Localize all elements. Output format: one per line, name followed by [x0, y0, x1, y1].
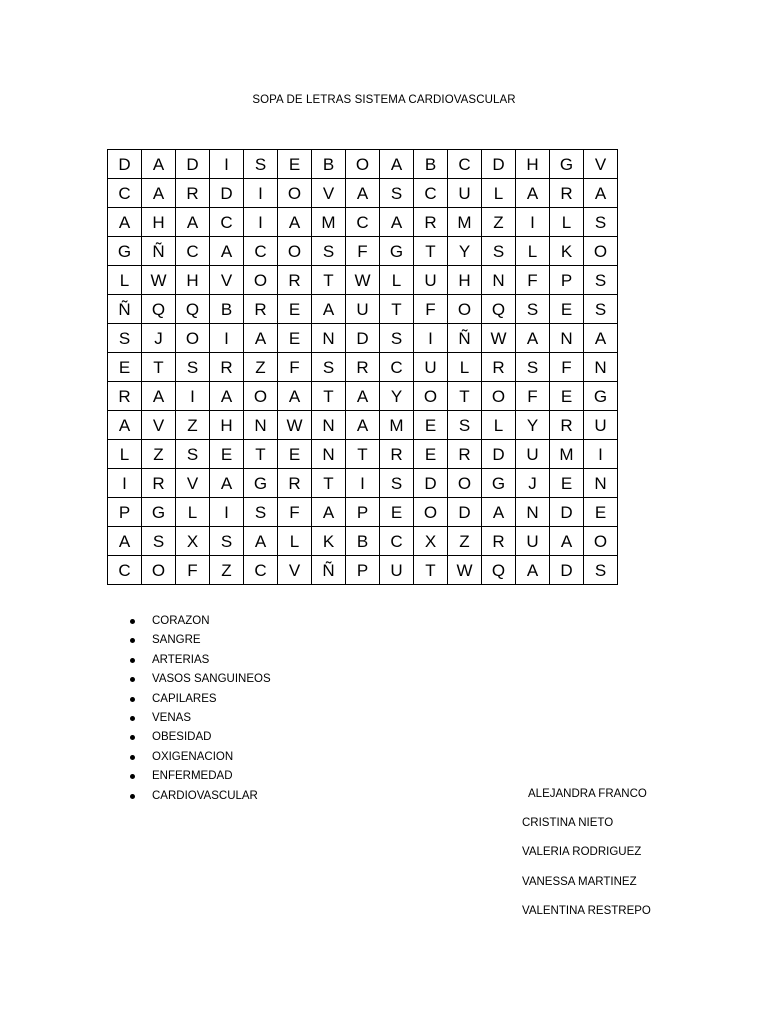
grid-cell: A	[108, 411, 142, 440]
word-label: CORAZON	[152, 615, 210, 627]
grid-cell: D	[346, 324, 380, 353]
grid-cell: R	[414, 208, 448, 237]
grid-row	[108, 353, 618, 382]
grid-row	[108, 295, 618, 324]
word-label: VASOS SANGUINEOS	[152, 673, 271, 686]
grid-cell: Ñ	[142, 237, 176, 266]
grid-cell: R	[210, 353, 244, 382]
grid-cell: M	[550, 440, 584, 469]
grid-row	[108, 324, 618, 353]
grid-cell: O	[414, 498, 448, 527]
grid-cell: O	[414, 382, 448, 411]
grid-cell: S	[448, 411, 482, 440]
word-label: SANGRE	[152, 634, 201, 647]
grid-cell: L	[516, 237, 550, 266]
grid-cell: I	[244, 208, 278, 237]
grid-cell: U	[380, 556, 414, 585]
grid-cell: C	[176, 237, 210, 266]
grid-cell: G	[380, 237, 414, 266]
grid-cell: C	[346, 208, 380, 237]
grid-cell: S	[244, 498, 278, 527]
grid-cell: R	[448, 440, 482, 469]
grid-cell: Z	[448, 527, 482, 556]
grid-cell: N	[244, 411, 278, 440]
grid-cell: C	[414, 179, 448, 208]
grid-cell: S	[210, 527, 244, 556]
grid-cell: S	[584, 556, 618, 585]
grid-cell: N	[516, 498, 550, 527]
bullet-icon	[130, 794, 135, 799]
grid-cell: S	[584, 295, 618, 324]
grid-cell: Z	[210, 556, 244, 585]
grid-cell: M	[312, 208, 346, 237]
grid-row	[108, 440, 618, 469]
list-item	[130, 690, 271, 709]
grid-cell: E	[278, 324, 312, 353]
grid-cell: L	[448, 353, 482, 382]
bullet-icon	[130, 755, 135, 760]
grid-cell: Z	[244, 353, 278, 382]
grid-cell: S	[176, 353, 210, 382]
grid-cell: F	[346, 237, 380, 266]
grid-cell: A	[142, 150, 176, 179]
grid-cell: M	[380, 411, 414, 440]
grid-cell: O	[244, 382, 278, 411]
grid-cell: L	[380, 266, 414, 295]
grid-cell: Z	[482, 208, 516, 237]
grid-cell: F	[516, 266, 550, 295]
grid-cell: L	[108, 266, 142, 295]
grid-cell: E	[414, 440, 448, 469]
grid-cell: Z	[142, 440, 176, 469]
grid-cell: D	[482, 440, 516, 469]
grid-cell: I	[244, 179, 278, 208]
grid-cell: O	[482, 382, 516, 411]
author-name: VALENTINA RESTREPO	[522, 904, 651, 917]
grid-cell: T	[244, 440, 278, 469]
page-title: SOPA DE LETRAS SISTEMA CARDIOVASCULAR	[252, 94, 516, 106]
grid-cell: E	[278, 295, 312, 324]
grid-cell: V	[210, 266, 244, 295]
grid-row	[108, 382, 618, 411]
grid-cell: A	[108, 527, 142, 556]
grid-cell: S	[380, 324, 414, 353]
grid-cell: G	[482, 469, 516, 498]
grid-cell: M	[448, 208, 482, 237]
grid-cell: A	[312, 498, 346, 527]
grid-cell: I	[176, 382, 210, 411]
grid-cell: A	[244, 527, 278, 556]
grid-cell: A	[584, 179, 618, 208]
grid-cell: A	[210, 382, 244, 411]
word-label: OBESIDAD	[152, 731, 212, 744]
grid-cell: A	[312, 295, 346, 324]
grid-cell: Ñ	[448, 324, 482, 353]
grid-cell: A	[516, 324, 550, 353]
grid-cell: D	[482, 150, 516, 179]
grid-cell: P	[346, 498, 380, 527]
grid-row	[108, 208, 618, 237]
grid-cell: N	[482, 266, 516, 295]
grid-row	[108, 150, 618, 179]
grid-cell: O	[244, 266, 278, 295]
author-names	[522, 785, 651, 931]
word-label: VENAS	[152, 711, 191, 724]
bullet-icon	[130, 774, 135, 779]
grid-row	[108, 266, 618, 295]
grid-cell: I	[108, 469, 142, 498]
grid-cell: O	[142, 556, 176, 585]
grid-cell: S	[142, 527, 176, 556]
grid-cell: U	[414, 353, 448, 382]
grid-cell: B	[210, 295, 244, 324]
list-item	[130, 670, 271, 689]
list-item	[130, 767, 271, 786]
grid-cell: Y	[516, 411, 550, 440]
grid-cell: V	[176, 469, 210, 498]
grid-cell: S	[108, 324, 142, 353]
grid-cell: Q	[176, 295, 210, 324]
grid-row	[108, 237, 618, 266]
grid-cell: A	[210, 237, 244, 266]
grid-cell: A	[482, 498, 516, 527]
grid-cell: C	[244, 237, 278, 266]
grid-cell: G	[142, 498, 176, 527]
grid-cell: P	[108, 498, 142, 527]
grid-row	[108, 179, 618, 208]
grid-cell: L	[482, 411, 516, 440]
grid-cell: R	[482, 527, 516, 556]
grid-cell: S	[516, 353, 550, 382]
grid-cell: E	[210, 440, 244, 469]
grid-cell: J	[142, 324, 176, 353]
grid-cell: T	[380, 295, 414, 324]
grid-cell: R	[346, 353, 380, 382]
grid-cell: F	[414, 295, 448, 324]
bullet-icon	[130, 735, 135, 740]
grid-cell: F	[278, 498, 312, 527]
grid-cell: I	[414, 324, 448, 353]
grid-cell: I	[210, 324, 244, 353]
grid-cell: N	[312, 324, 346, 353]
grid-cell: N	[550, 324, 584, 353]
bullet-icon	[130, 677, 135, 682]
grid-cell: R	[176, 179, 210, 208]
grid-cell: E	[550, 382, 584, 411]
grid-cell: A	[278, 208, 312, 237]
grid-cell: A	[516, 556, 550, 585]
author-name: CRISTINA NIETO	[522, 817, 614, 830]
grid-cell: U	[448, 179, 482, 208]
grid-cell: W	[346, 266, 380, 295]
grid-cell: H	[142, 208, 176, 237]
grid-cell: H	[448, 266, 482, 295]
list-item	[130, 728, 271, 747]
grid-cell: T	[346, 440, 380, 469]
grid-cell: C	[380, 527, 414, 556]
grid-cell: E	[278, 440, 312, 469]
grid-cell: C	[108, 556, 142, 585]
grid-cell: E	[550, 295, 584, 324]
grid-cell: L	[176, 498, 210, 527]
grid-cell: R	[482, 353, 516, 382]
grid-cell: D	[176, 150, 210, 179]
grid-cell: A	[380, 150, 414, 179]
grid-cell: V	[312, 179, 346, 208]
grid-cell: S	[516, 295, 550, 324]
grid-cell: X	[414, 527, 448, 556]
grid-cell: O	[448, 469, 482, 498]
grid-cell: A	[142, 382, 176, 411]
grid-cell: W	[278, 411, 312, 440]
grid-cell: W	[448, 556, 482, 585]
grid-cell: V	[278, 556, 312, 585]
word-label: OXIGENACION	[152, 750, 234, 763]
grid-cell: C	[210, 208, 244, 237]
grid-cell: A	[244, 324, 278, 353]
bullet-icon	[130, 716, 135, 721]
grid-cell: K	[312, 527, 346, 556]
grid-cell: U	[516, 440, 550, 469]
word-list	[130, 612, 271, 806]
grid-cell: S	[584, 208, 618, 237]
list-item	[130, 651, 271, 670]
grid-cell: U	[414, 266, 448, 295]
grid-cell: S	[380, 179, 414, 208]
grid-cell: S	[312, 353, 346, 382]
grid-cell: V	[142, 411, 176, 440]
grid-cell: C	[380, 353, 414, 382]
grid-cell: B	[414, 150, 448, 179]
author-name: VANESSA MARTINEZ	[522, 875, 637, 888]
author-name: VALERIA RODRIGUEZ	[522, 846, 642, 859]
grid-cell: S	[312, 237, 346, 266]
grid-cell: A	[278, 382, 312, 411]
grid-cell: Ñ	[312, 556, 346, 585]
grid-cell: N	[584, 469, 618, 498]
list-item	[130, 709, 271, 728]
grid-cell: T	[142, 353, 176, 382]
grid-cell: F	[278, 353, 312, 382]
grid-cell: F	[550, 353, 584, 382]
grid-row	[108, 527, 618, 556]
author-name: ALEJANDRA FRANCO	[528, 788, 647, 800]
grid-cell: I	[210, 498, 244, 527]
grid-cell: R	[550, 179, 584, 208]
grid-cell: I	[210, 150, 244, 179]
grid-cell: L	[550, 208, 584, 237]
grid-cell: S	[584, 266, 618, 295]
grid-cell: W	[142, 266, 176, 295]
grid-cell: I	[346, 469, 380, 498]
grid-cell: R	[142, 469, 176, 498]
grid-cell: L	[482, 179, 516, 208]
grid-cell: G	[584, 382, 618, 411]
grid-cell: F	[516, 382, 550, 411]
grid-row	[108, 411, 618, 440]
word-label: CAPILARES	[152, 692, 217, 705]
grid-cell: O	[584, 237, 618, 266]
grid-cell: A	[550, 527, 584, 556]
grid-cell: G	[244, 469, 278, 498]
grid-cell: S	[244, 150, 278, 179]
list-item	[130, 612, 271, 631]
grid-cell: L	[108, 440, 142, 469]
grid-cell: R	[380, 440, 414, 469]
grid-cell: A	[346, 382, 380, 411]
grid-cell: G	[108, 237, 142, 266]
grid-cell: E	[584, 498, 618, 527]
grid-row	[108, 469, 618, 498]
grid-cell: A	[346, 179, 380, 208]
list-item	[130, 748, 271, 767]
grid-cell: B	[346, 527, 380, 556]
grid-cell: I	[584, 440, 618, 469]
grid-cell: X	[176, 527, 210, 556]
grid-cell: N	[312, 411, 346, 440]
grid-cell: O	[448, 295, 482, 324]
grid-cell: C	[448, 150, 482, 179]
grid-cell: S	[176, 440, 210, 469]
grid-cell: O	[584, 527, 618, 556]
word-label: ARTERIAS	[152, 653, 210, 666]
bullet-icon	[130, 697, 135, 702]
grid-cell: P	[550, 266, 584, 295]
grid-cell: C	[244, 556, 278, 585]
grid-cell: O	[278, 237, 312, 266]
grid-cell: T	[312, 266, 346, 295]
grid-row	[108, 498, 618, 527]
grid-cell: A	[516, 179, 550, 208]
grid-cell: D	[448, 498, 482, 527]
grid-cell: B	[312, 150, 346, 179]
grid-cell: A	[142, 179, 176, 208]
grid-cell: K	[550, 237, 584, 266]
grid-cell: A	[380, 208, 414, 237]
word-label: ENFERMEDAD	[152, 770, 233, 783]
grid-cell: R	[244, 295, 278, 324]
grid-cell: Q	[142, 295, 176, 324]
grid-cell: D	[550, 556, 584, 585]
grid-cell: E	[108, 353, 142, 382]
word-search-grid	[107, 149, 618, 585]
grid-cell: P	[346, 556, 380, 585]
grid-cell: W	[482, 324, 516, 353]
grid-cell: S	[380, 469, 414, 498]
grid-cell: R	[278, 469, 312, 498]
grid-cell: N	[312, 440, 346, 469]
grid-cell: D	[550, 498, 584, 527]
grid-cell: S	[482, 237, 516, 266]
grid-cell: R	[278, 266, 312, 295]
grid-cell: E	[380, 498, 414, 527]
grid-cell: D	[108, 150, 142, 179]
grid-cell: D	[414, 469, 448, 498]
grid-row	[108, 556, 618, 585]
grid-cell: T	[448, 382, 482, 411]
bullet-icon	[130, 658, 135, 663]
grid-cell: Y	[448, 237, 482, 266]
list-item	[130, 631, 271, 650]
grid-cell: Z	[176, 411, 210, 440]
grid-cell: V	[584, 150, 618, 179]
grid-cell: U	[584, 411, 618, 440]
grid-cell: U	[516, 527, 550, 556]
grid-cell: T	[312, 469, 346, 498]
grid-cell: O	[278, 179, 312, 208]
grid-cell: Q	[482, 295, 516, 324]
grid-cell: E	[414, 411, 448, 440]
grid-cell: R	[108, 382, 142, 411]
grid-cell: U	[346, 295, 380, 324]
grid-cell: L	[278, 527, 312, 556]
bullet-icon	[130, 619, 135, 624]
grid-cell: D	[210, 179, 244, 208]
word-label: CARDIOVASCULAR	[152, 789, 258, 802]
grid-cell: Q	[482, 556, 516, 585]
grid-cell: A	[108, 208, 142, 237]
grid-cell: A	[210, 469, 244, 498]
grid-cell: O	[346, 150, 380, 179]
grid-cell: E	[278, 150, 312, 179]
grid-cell: O	[176, 324, 210, 353]
grid-cell: Y	[380, 382, 414, 411]
grid-cell: C	[108, 179, 142, 208]
grid-cell: G	[550, 150, 584, 179]
grid-cell: Ñ	[108, 295, 142, 324]
grid-cell: T	[414, 237, 448, 266]
grid-cell: T	[414, 556, 448, 585]
grid-cell: A	[584, 324, 618, 353]
grid-cell: A	[346, 411, 380, 440]
bullet-icon	[130, 638, 135, 643]
grid-cell: E	[550, 469, 584, 498]
grid-cell: H	[176, 266, 210, 295]
list-item	[130, 787, 271, 806]
grid-cell: A	[176, 208, 210, 237]
grid-cell: F	[176, 556, 210, 585]
grid-cell: T	[312, 382, 346, 411]
grid-cell: N	[584, 353, 618, 382]
grid-cell: H	[210, 411, 244, 440]
grid-cell: H	[516, 150, 550, 179]
grid-cell: R	[550, 411, 584, 440]
grid-cell: I	[516, 208, 550, 237]
grid-cell: J	[516, 469, 550, 498]
